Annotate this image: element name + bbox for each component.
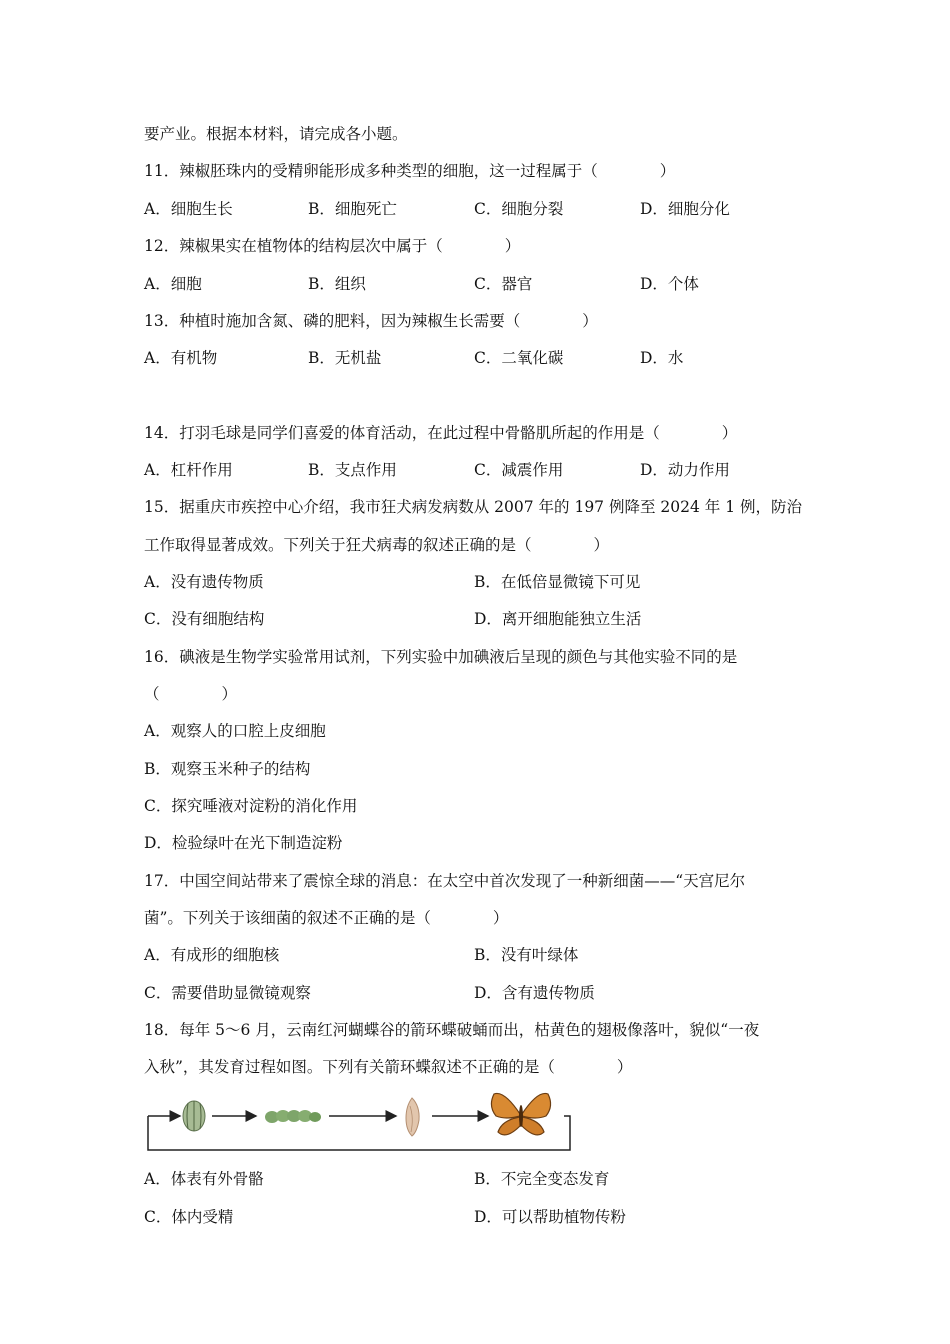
question-15-option-d: D．离开细胞能独立生活 — [474, 610, 642, 628]
question-12-option-d: D．个体 — [640, 275, 699, 293]
question-15-stem-cont: 工作取得显著成效。下列关于狂犬病毒的叙述正确的是（ ） — [144, 536, 610, 554]
question-13-option-a: A．有机物 — [144, 349, 218, 367]
question-15-stem: 15．据重庆市疾控中心介绍，我市狂犬病发病数从 2007 年的 197 例降至 2024 年 1 例，防治 — [144, 498, 802, 516]
question-17-option-a: A．有成形的细胞核 — [144, 946, 280, 964]
question-14-option-b: B．支点作用 — [308, 461, 397, 479]
question-17-stem: 17．中国空间站带来了震惊全球的消息：在太空中首次发现了一种新细菌——“天宫尼尔 — [144, 872, 746, 890]
butterfly-life-cycle-diagram — [144, 1086, 574, 1156]
question-15-option-b: B．在低倍显微镜下可见 — [474, 573, 641, 591]
question-14-option-a: A．杠杆作用 — [144, 461, 233, 479]
egg-icon — [183, 1101, 205, 1131]
question-17-stem-cont: 菌”。下列关于该细菌的叙述不正确的是（ ） — [144, 909, 509, 927]
question-16-option-c: C．探究唾液对淀粉的消化作用 — [144, 797, 358, 815]
question-12-stem: 12．辣椒果实在植物体的结构层次中属于（ ） — [144, 237, 521, 255]
question-18-option-b: B．不完全变态发育 — [474, 1170, 610, 1188]
question-16-option-a: A．观察人的口腔上皮细胞 — [144, 722, 326, 740]
question-13-option-b: B．无机盐 — [308, 349, 382, 367]
question-16-option-d: D．检验绿叶在光下制造淀粉 — [144, 834, 343, 852]
question-16-option-b: B．观察玉米种子的结构 — [144, 760, 311, 778]
question-14-stem: 14．打羽毛球是同学们喜爱的体育活动，在此过程中骨骼肌所起的作用是（ ） — [144, 424, 738, 442]
question-17-option-d: D．含有遗传物质 — [474, 984, 595, 1002]
question-17-option-b: B．没有叶绿体 — [474, 946, 579, 964]
question-15-option-c: C．没有细胞结构 — [144, 610, 265, 628]
larva-icon — [265, 1110, 321, 1123]
question-13-option-c: C．二氧化碳 — [474, 349, 564, 367]
question-18-option-c: C．体内受精 — [144, 1208, 234, 1226]
question-13-option-d: D．水 — [640, 349, 684, 367]
question-18-stem-cont: 入秋”，其发育过程如图。下列有关箭环蝶叙述不正确的是（ ） — [144, 1058, 633, 1076]
butterfly-icon — [491, 1093, 550, 1134]
question-16-stem-cont: （ ） — [144, 685, 238, 703]
question-11-option-d: D．细胞分化 — [640, 200, 730, 218]
question-18-stem: 18．每年 5～6 月，云南红河蝴蝶谷的箭环蝶破蛹而出，枯黄色的翅极像落叶，貌似“一夜 — [144, 1021, 760, 1039]
question-16-stem: 16．碘液是生物学实验常用试剂，下列实验中加碘液后呈现的颜色与其他实验不同的是 — [144, 648, 738, 666]
question-11-option-b: B．细胞死亡 — [308, 200, 397, 218]
question-15-option-a: A．没有遗传物质 — [144, 573, 264, 591]
question-12-option-b: B．组织 — [308, 275, 366, 293]
question-11-option-c: C．细胞分裂 — [474, 200, 564, 218]
question-14-option-d: D．动力作用 — [640, 461, 730, 479]
question-12-option-a: A．细胞 — [144, 275, 202, 293]
question-12-option-c: C．器官 — [474, 275, 533, 293]
question-14-option-c: C．减震作用 — [474, 461, 564, 479]
intro-tail: 要产业。根据本材料，请完成各小题。 — [144, 125, 408, 143]
pupa-icon — [406, 1098, 419, 1136]
question-18-option-a: A．体表有外骨骼 — [144, 1170, 264, 1188]
question-18-option-d: D．可以帮助植物传粉 — [474, 1208, 626, 1226]
question-11-option-a: A．细胞生长 — [144, 200, 233, 218]
question-17-option-c: C．需要借助显微镜观察 — [144, 984, 311, 1002]
question-11-stem: 11．辣椒胚珠内的受精卵能形成多种类型的细胞，这一过程属于（ ） — [144, 162, 676, 180]
question-13-stem: 13．种植时施加含氮、磷的肥料，因为辣椒生长需要（ ） — [144, 312, 598, 330]
